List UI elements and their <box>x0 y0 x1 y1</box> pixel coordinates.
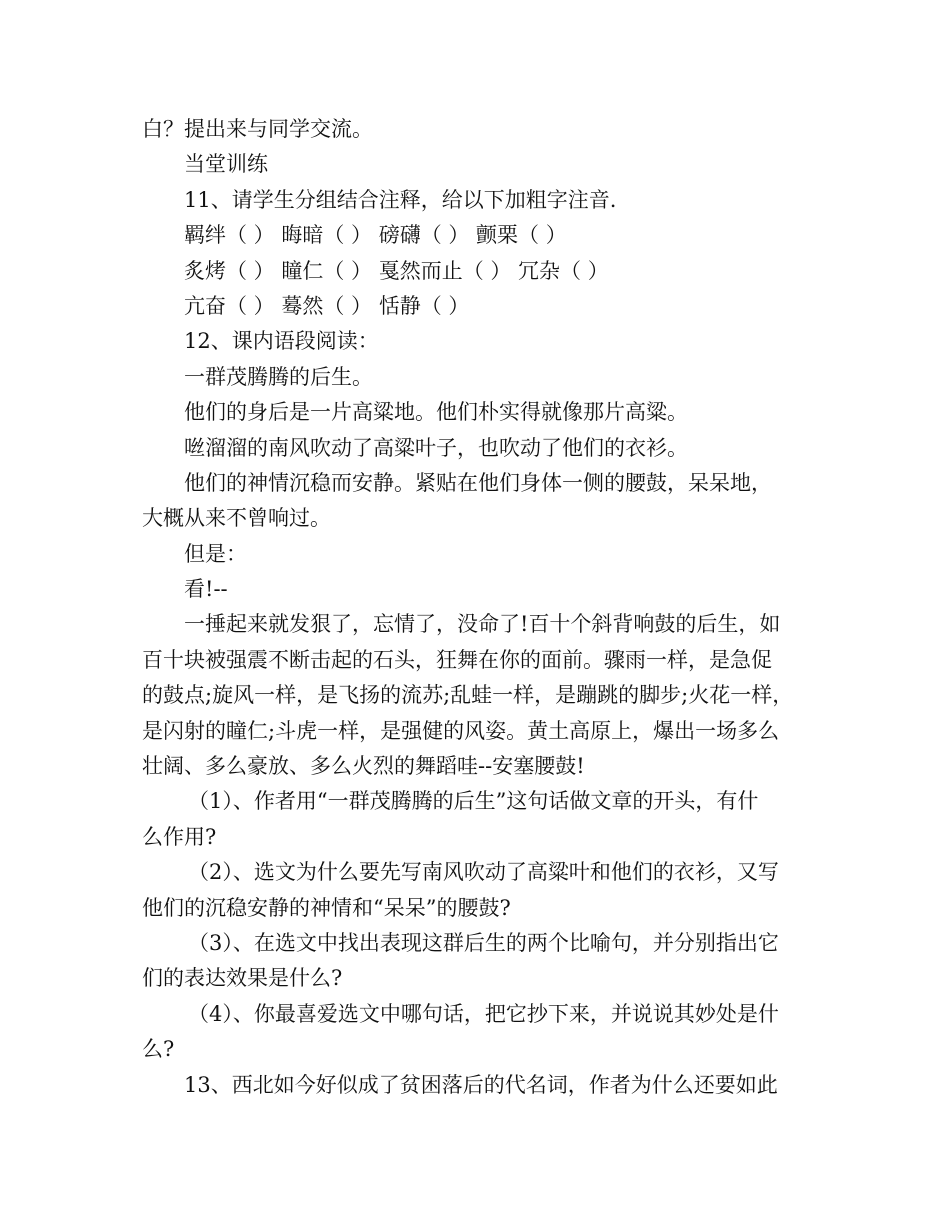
sub-question-2-cont: 他们的沉稳安静的神情和“呆呆”的腰鼓? <box>142 895 511 920</box>
passage-line: 大概从来不曾响过。 <box>142 506 331 531</box>
pinyin-row-2: 炙烤（ ） 瞳仁（ ） 戛然而止（ ） 冗杂（ ） <box>184 258 609 283</box>
passage-line: 壮阔、多么豪放、多么火烈的舞蹈哇--安塞腰鼓! <box>142 754 585 779</box>
passage-line: 一捶起来就发狠了，忘情了，没命了!百十个斜背响鼓的后生，如 <box>184 612 781 637</box>
passage-line: 百十块被强震不断击起的石头，狂舞在你的面前。骤雨一样，是急促 <box>142 647 772 672</box>
passage-line: 咝溜溜的南风吹动了高粱叶子，也吹动了他们的衣衫。 <box>184 435 688 460</box>
question-12: 12、课内语段阅读： <box>184 329 379 354</box>
passage-line: 他们的身后是一片高粱地。他们朴实得就像那片高粱。 <box>184 400 688 425</box>
passage-line: 是闪射的瞳仁;斗虎一样，是强健的风姿。黄土高原上，爆出一场多么 <box>142 718 780 743</box>
sub-question-1-cont: 么作用? <box>142 824 217 849</box>
question-13: 13、西北如今好似成了贫困落后的代名词，作者为什么还要如此 <box>184 1072 778 1097</box>
section-heading: 当堂训练 <box>184 152 268 177</box>
passage-line: 但是： <box>184 541 247 566</box>
question-11: 11、请学生分组结合注释，给以下加粗字注音. <box>184 187 617 212</box>
pinyin-row-3: 亢奋（ ） 蓦然（ ） 恬静（ ） <box>184 293 470 318</box>
sub-question-2: （2）、选文为什么要先写南风吹动了高粱叶和他们的衣衫，又写 <box>188 860 779 885</box>
sub-question-1: （1）、作者用“一群茂腾腾的后生”这句话做文章的开头，有什 <box>188 789 759 814</box>
document-page <box>142 112 814 1103</box>
pinyin-row-1: 羁绊（ ） 晦暗（ ） 磅礴（ ） 颤栗（ ） <box>184 223 567 248</box>
text-line: 白？提出来与同学交流。 <box>142 117 373 141</box>
passage-line: 一群茂腾腾的后生。 <box>184 364 373 389</box>
passage-line: 的鼓点;旋风一样，是飞扬的流苏;乱蛙一样，是蹦跳的脚步;火花一样， <box>142 683 794 708</box>
sub-question-3-cont: 们的表达效果是什么? <box>142 966 343 991</box>
passage-line: 他们的神情沉稳而安静。紧贴在他们身体一侧的腰鼓，呆呆地， <box>184 470 772 495</box>
sub-question-3: （3）、在选文中找出表现这群后生的两个比喻句，并分别指出它 <box>188 930 779 955</box>
sub-question-4-cont: 么? <box>142 1037 175 1062</box>
sub-question-4: （4）、你最喜爱选文中哪句话，把它抄下来，并说说其妙处是什 <box>188 1001 779 1026</box>
passage-line: 看!-- <box>184 577 228 602</box>
